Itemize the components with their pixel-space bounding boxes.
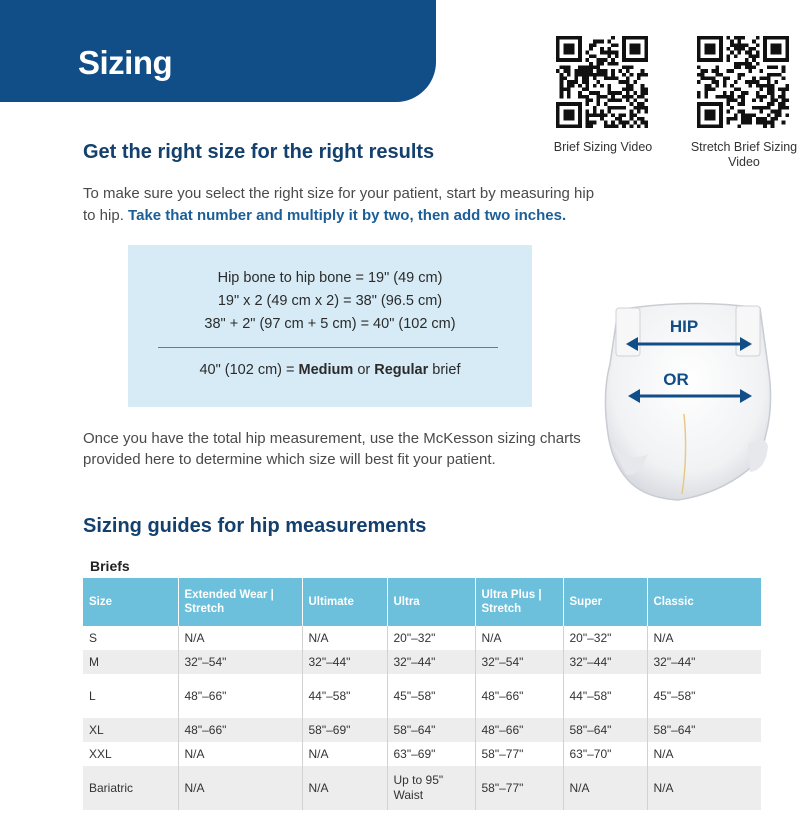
cell-extended-wear: N/A	[178, 742, 302, 766]
cell-ultimate: 32"–44"	[302, 650, 387, 674]
cell-extended-wear: 48"–66"	[178, 718, 302, 742]
result-prefix: 40" (102 cm) =	[199, 362, 299, 378]
cell-ultra: 63"–69"	[387, 742, 475, 766]
cell-ultimate: N/A	[302, 742, 387, 766]
cell-size: S	[83, 626, 178, 650]
cell-super: 58"–64"	[563, 718, 647, 742]
cell-classic: 45"–58"	[653, 688, 696, 703]
cell-ultra-plus: 58"–77"	[475, 766, 563, 810]
sizing-guide-heading: Sizing guides for hip measurements	[83, 515, 427, 537]
cell-ultra-plus: 32"–54"	[475, 650, 563, 674]
page-title: Sizing	[78, 44, 173, 81]
cell-ultra: 32"–44"	[387, 650, 475, 674]
cell-extended-wear: N/A	[178, 766, 302, 810]
cell-size: XXL	[83, 742, 178, 766]
cell-classic: 58"–64"	[647, 718, 761, 742]
result-size-medium: Medium	[298, 362, 354, 378]
cell-ultra-plus: 48"–66"	[475, 674, 563, 718]
cell-classic: 32"–44"	[647, 650, 761, 674]
cell-ultimate: 44"–58"	[302, 674, 387, 718]
cell-super: 44"–58"	[563, 674, 647, 718]
cell-ultra-plus: N/A	[475, 626, 563, 650]
cell-classic: N/A	[653, 630, 674, 645]
qr-code-stretch-brief-sizing[interactable]	[697, 36, 789, 128]
cell-super: 20"–32"	[563, 626, 647, 650]
intro-paragraph	[83, 183, 603, 227]
diagram-label-hip: HIP	[669, 317, 699, 336]
intro-text: To make sure you select the right size for your patient, start by measuring hip to hip.	[83, 185, 595, 224]
diagram-label-or: OR	[663, 370, 689, 389]
calculation-line: Hip bone to hip bone = 19" (49 cm)	[217, 270, 443, 286]
cell-size: L	[83, 674, 178, 718]
cell-extended-wear: N/A	[178, 626, 302, 650]
column-header-ultra-plus: Ultra Plus | Stretch	[475, 578, 563, 626]
cell-super: N/A	[563, 766, 647, 810]
cell-ultra-plus: 48"–66"	[475, 718, 563, 742]
table-row	[83, 626, 761, 650]
calculation-line: 38" + 2" (97 cm + 5 cm) = 40" (102 cm)	[204, 316, 456, 332]
calculation-result	[128, 362, 532, 378]
table-title: Briefs	[90, 558, 130, 574]
cell-super: 63"–70"	[563, 742, 647, 766]
qr-code-icon	[556, 36, 648, 128]
cell-ultimate: 58"–69"	[302, 718, 387, 742]
header-banner	[0, 0, 436, 102]
cell-ultra: Up to 95" Waist	[387, 766, 475, 810]
cell-extended-wear: 32"–54"	[178, 650, 302, 674]
cell-ultimate: N/A	[302, 626, 387, 650]
cell-ultra: 45"–58"	[387, 674, 475, 718]
cell-ultra: 58"–64"	[387, 718, 475, 742]
column-header-size: Size	[83, 578, 178, 626]
table-row	[83, 718, 761, 742]
cell-ultimate: N/A	[302, 766, 387, 810]
column-header-ultra: Ultra	[387, 578, 475, 626]
calculation-line: 19" x 2 (49 cm x 2) = 38" (96.5 cm)	[217, 293, 443, 309]
result-or: or	[353, 362, 375, 378]
result-suffix: brief	[428, 362, 461, 378]
brief-diagram	[598, 294, 780, 508]
cell-extended-wear: 48"–66"	[178, 674, 302, 718]
sizing-table	[83, 578, 761, 810]
qr-caption-stretch-brief: Stretch Brief Sizing Video	[690, 140, 798, 169]
cell-super: 32"–44"	[563, 650, 647, 674]
cell-ultra: 20"–32"	[387, 626, 475, 650]
table-row	[83, 766, 761, 810]
table-row	[83, 674, 761, 718]
brief-illustration-icon	[598, 294, 780, 508]
column-header-extended-wear: Extended Wear | Stretch	[178, 578, 302, 626]
table-row	[83, 650, 761, 674]
intro-heading: Get the right size for the right results	[83, 141, 435, 163]
column-header-ultimate: Ultimate	[302, 578, 387, 626]
closing-paragraph: Once you have the total hip measurement, use the McKesson sizing charts provided here to determine which size will best fit your patient.	[83, 430, 581, 468]
cell-size: M	[83, 650, 178, 674]
calculation-box	[128, 245, 532, 407]
calculation-divider	[158, 347, 498, 348]
table-row	[83, 742, 761, 766]
result-size-regular: Regular	[374, 362, 429, 378]
cell-size: Bariatric	[83, 766, 178, 810]
cell-classic: N/A	[647, 766, 761, 810]
cell-size: XL	[83, 718, 178, 742]
column-header-classic: Classic	[647, 578, 761, 626]
qr-caption-brief: Brief Sizing Video	[553, 140, 653, 154]
intro-emphasis: Take that number and multiply it by two, then add two inches.	[128, 207, 567, 224]
cell-classic: N/A	[653, 746, 674, 761]
table-header-row	[83, 578, 761, 626]
cell-ultra-plus: 58"–77"	[475, 742, 563, 766]
qr-code-brief-sizing[interactable]	[556, 36, 648, 128]
qr-code-icon	[697, 36, 789, 128]
column-header-super: Super	[563, 578, 647, 626]
